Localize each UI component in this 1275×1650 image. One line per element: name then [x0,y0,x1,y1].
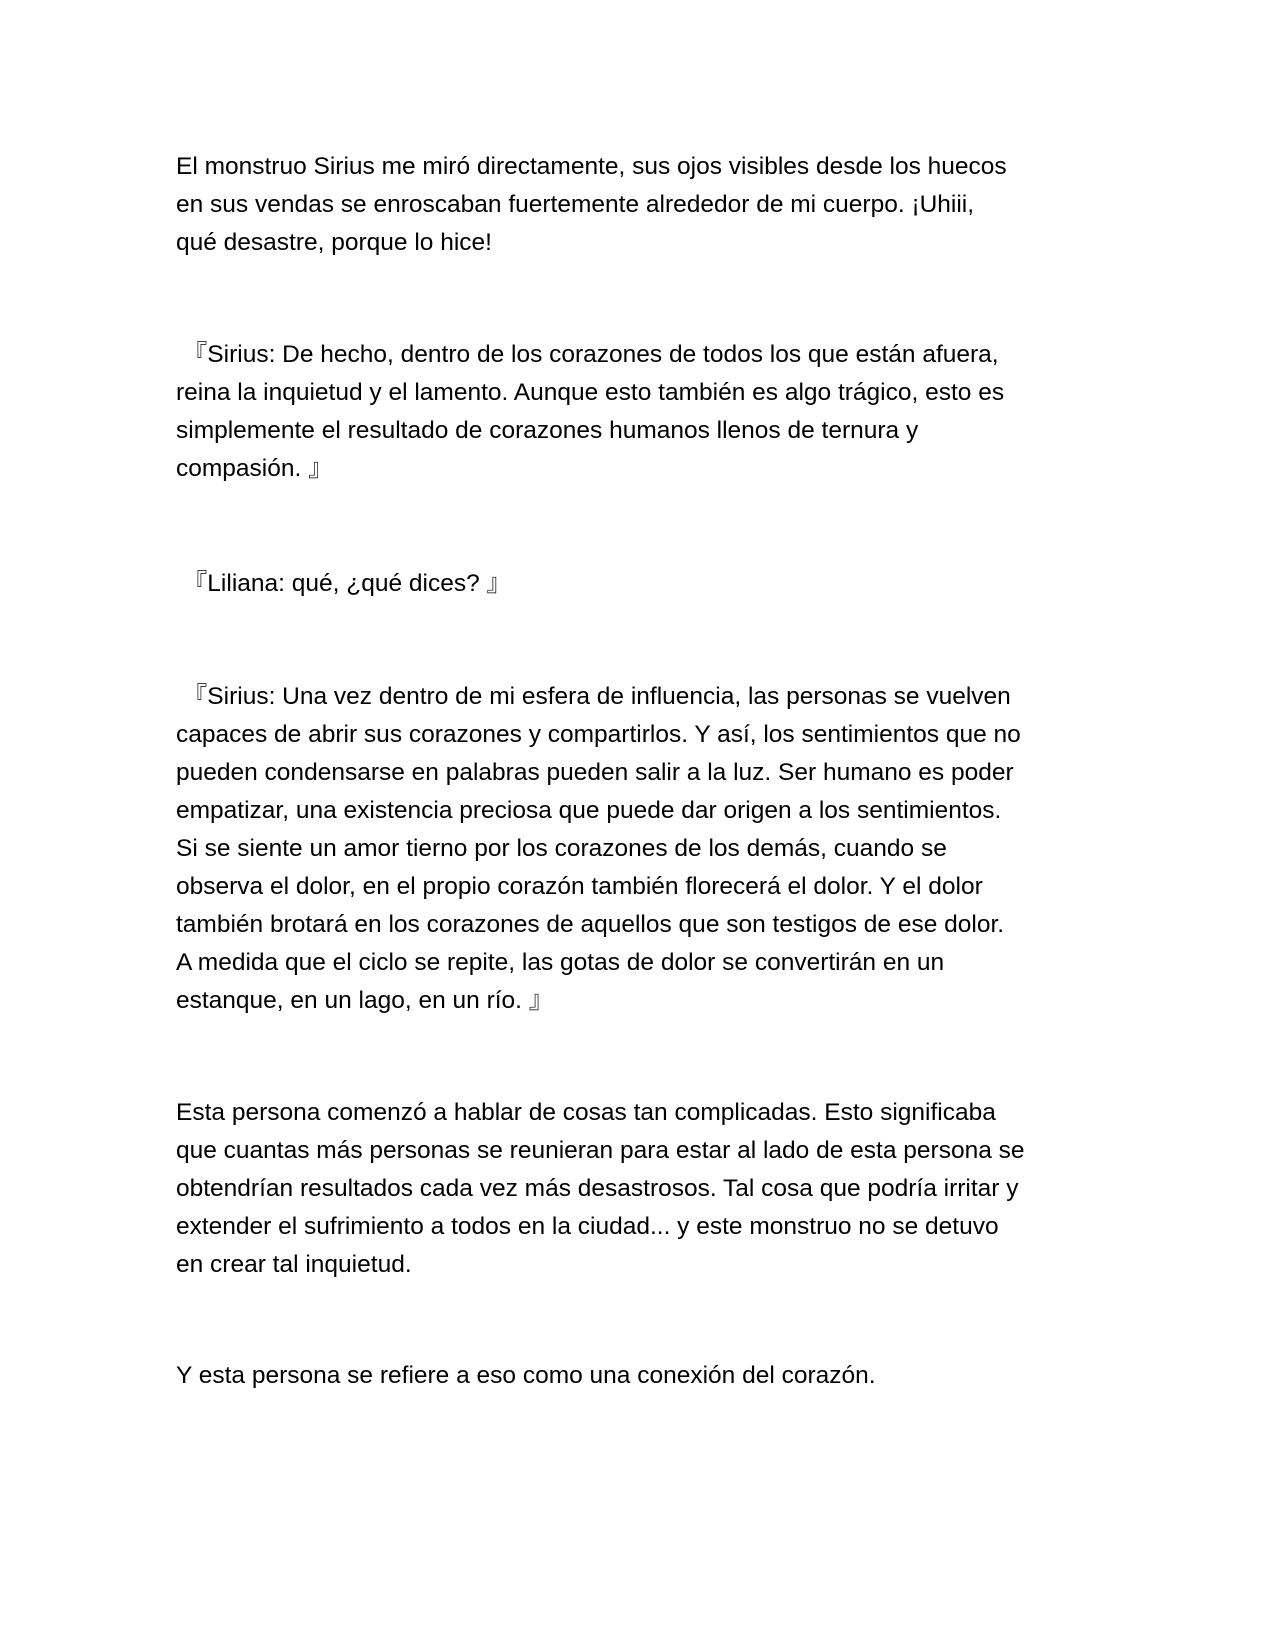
text-line: 『Sirius: Una vez dentro de mi esfera de influencia, las personas se vuelven [176,683,1011,710]
text-line: estanque, en un lago, en un río. 』 [176,987,554,1014]
text-line: en crear tal inquietud. [176,1251,412,1278]
text-line: empatizar, una existencia preciosa que puede dar origen a los sentimientos. [176,797,1002,824]
text-line: compasión. 』 [176,455,333,482]
paragraph-narration-1 [176,148,1096,262]
text-line: capaces de abrir sus corazones y compartirlos. Y así, los sentimientos que no [176,721,1021,748]
paragraph-narration-2 [176,1094,1096,1284]
paragraph-dialogue-sirius-2 [176,678,1096,1020]
text-line: El monstruo Sirius me miró directamente, sus ojos visibles desde los huecos [176,153,1007,180]
paragraph-dialogue-liliana [176,565,1096,603]
text-line: Y esta persona se refiere a eso como una conexión del corazón. [176,1362,876,1389]
paragraph-narration-3 [176,1357,1096,1395]
text-line: también brotará en los corazones de aquellos que son testigos de ese dolor. [176,911,1005,938]
text-line: reina la inquietud y el lamento. Aunque esto también es algo trágico, esto es [176,379,1005,406]
text-line: en sus vendas se enroscaban fuertemente alrededor de mi cuerpo. ¡Uhiii, [176,191,975,218]
text-line: observa el dolor, en el propio corazón también florecerá el dolor. Y el dolor [176,873,983,900]
text-line: Si se siente un amor tierno por los corazones de los demás, cuando se [176,835,947,862]
text-line: pueden condensarse en palabras pueden salir a la luz. Ser humano es poder [176,759,1014,786]
text-line: simplemente el resultado de corazones humanos llenos de ternura y [176,417,919,444]
text-line: 『Sirius: De hecho, dentro de los corazones de todos los que están afuera, [176,341,999,368]
paragraph-dialogue-sirius-1 [176,336,1096,488]
text-line: A medida que el ciclo se repite, las gotas de dolor se convertirán en un [176,949,945,976]
text-line: 『Liliana: qué, ¿qué dices? 』 [176,570,512,597]
text-line: extender el sufrimiento a todos en la ciudad... y este monstruo no se detuvo [176,1213,999,1240]
text-line: que cuantas más personas se reunieran para estar al lado de esta persona se [176,1137,1025,1164]
text-line: obtendrían resultados cada vez más desastrosos. Tal cosa que podría irritar y [176,1175,1019,1202]
text-line: Esta persona comenzó a hablar de cosas tan complicadas. Esto significaba [176,1099,996,1126]
text-line: qué desastre, porque lo hice! [176,229,492,256]
